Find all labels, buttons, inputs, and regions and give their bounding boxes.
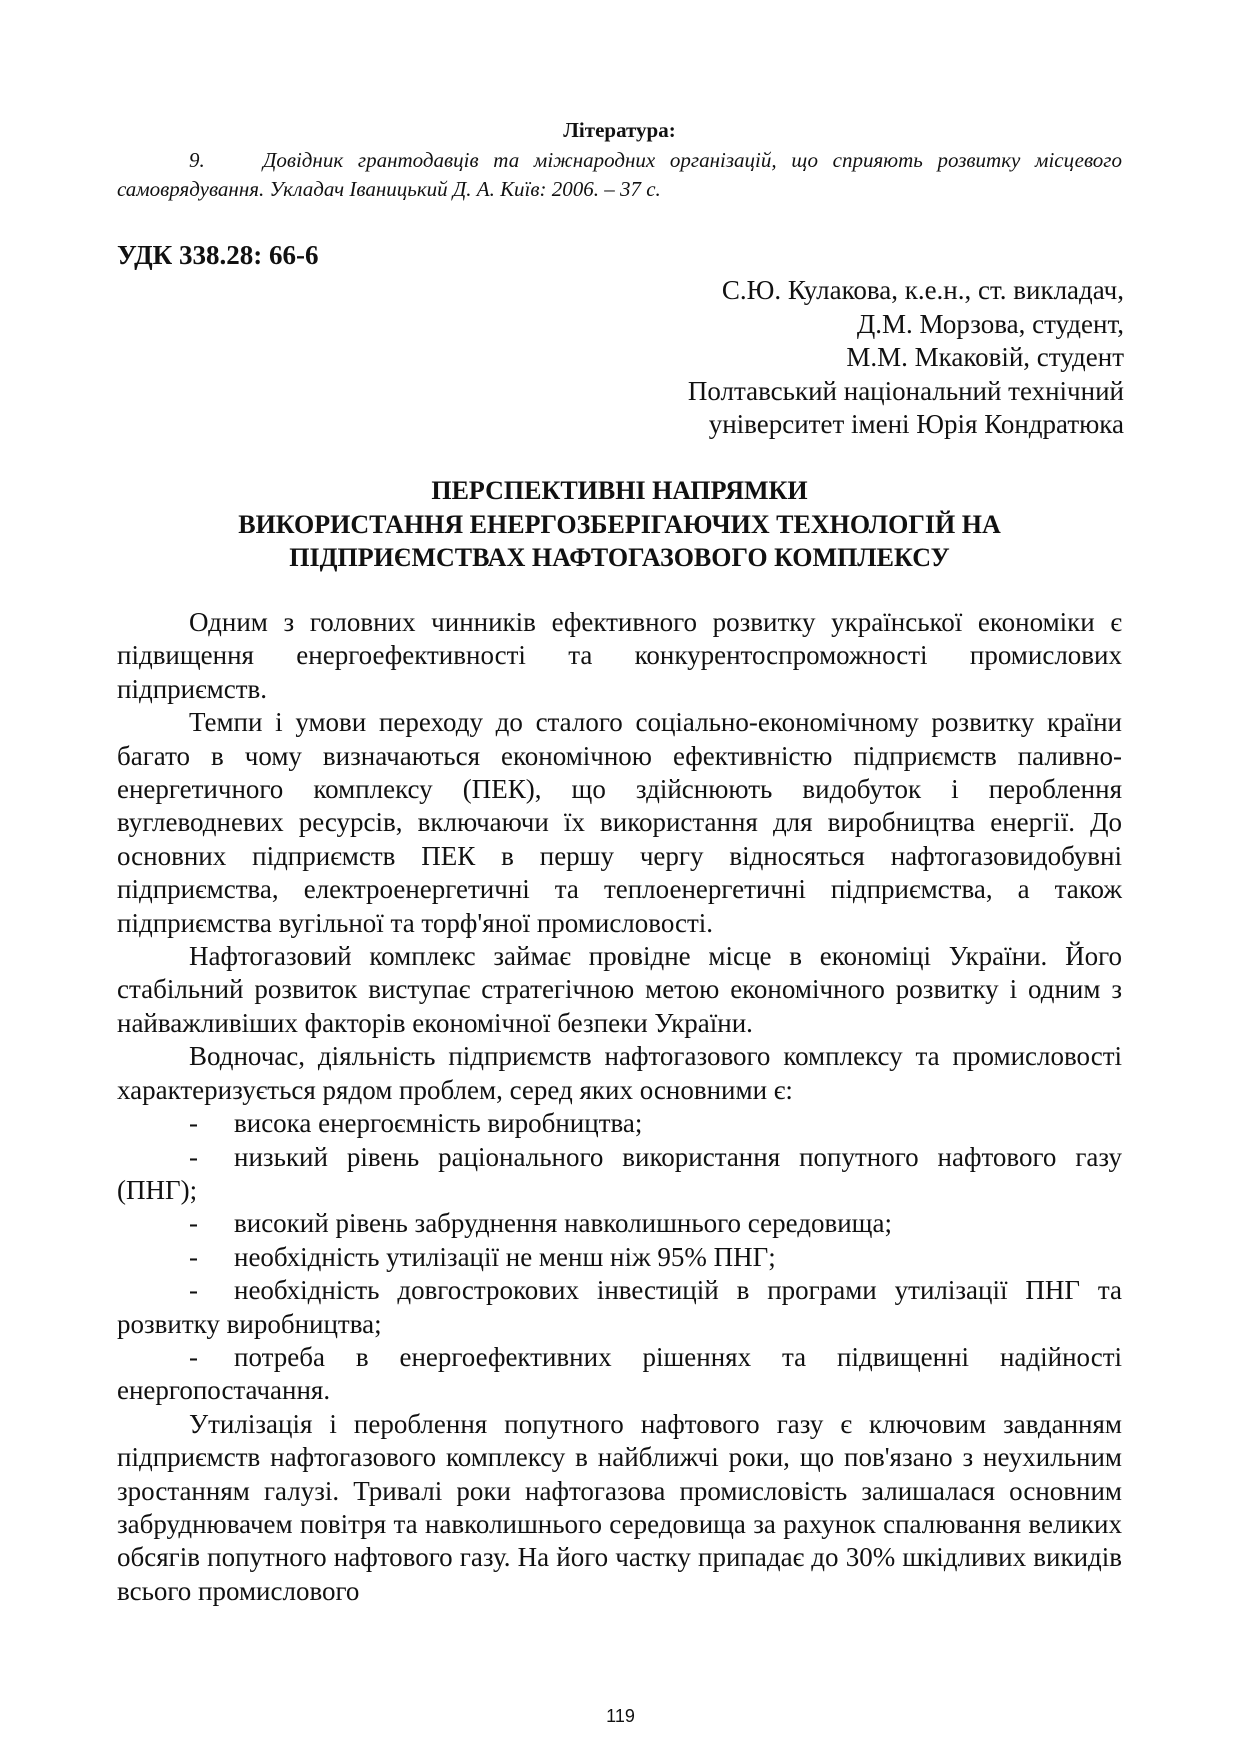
bullet-text: необхідність довгострокових інвестицій в програми утилізації ПНГ та розвитку виробництва; [117,1275,1122,1339]
paragraph: Одним з головних чинників ефективного розвитку української економіки є підвищення енергоефективності та конкурентоспроможності промислових підприємств. [117,607,1122,704]
bullet-item [117,1341,1122,1408]
bullet-marker: - [189,1141,198,1172]
affiliation-line: Полтавський національний технічний [687,375,1124,406]
article-title [117,474,1122,575]
bullet-item [117,1207,1122,1240]
bullet-text: потреба в енергоефективних рішеннях та підвищенні надійності енергопостачання. [117,1341,1122,1406]
bullet-text: висока енергоємність виробництва; [234,1108,643,1139]
bullet-item [117,1274,1122,1341]
bullet-item [117,1241,1122,1274]
paragraph: Нафтогазовий комплекс займає провідне місце в економіці України. Його стабільний розвиток виступає стратегічною метою економічного розвитку і одним з найважливіших факторів економічної безпеки України. [117,941,1122,1038]
bullet-marker: - [189,1241,198,1272]
literature-entry-number: 9. [189,148,205,172]
author-line: М.М. Мкаковій, студент [846,342,1124,372]
author-block [424,274,1124,442]
udk-code: УДК 338.28: 66-6 [117,240,319,270]
article-body [117,606,1122,1608]
literature-entry-text: Довідник грантодавців та міжнародних організацій, що сприяють розвитку місцевого самоврядування. Укладач Іваницький Д. А. Київ: 2006. – 37 с. [117,148,1122,201]
paragraph: Темпи і умови переходу до сталого соціально-економічному розвитку країни багато в чому визначаються економічною ефективністю підприємств паливно-енергетичного комплексу (ПЕК), що здійснюють видобуток і пероблення вуглеводневих ресурсів, включаючи їх використання для виробництва енергії. До основних підприємств ПЕК в першу чергу відносяться нафтогазовидобувні підприємства, електроенергетичні та теплоенергетичні підприємства, а також підприємства вугільної та торф'яної промисловості. [117,707,1122,938]
bullet-marker: - [189,1275,198,1306]
title-line: ВИКОРИСТАННЯ ЕНЕРГОЗБЕРІГАЮЧИХ ТЕХНОЛОГІЙ НА [238,509,1001,539]
bullet-marker: - [189,1208,198,1239]
title-line: ПЕРСПЕКТИВНІ НАПРЯМКИ [431,476,808,505]
paragraph: Утилізація і пероблення попутного нафтового газу є ключовим завданням підприємств нафтогазового комплексу в найближчі роки, що пов'язано з неухильним зростанням галузі. Тривалі роки нафтогазова промисловість залишалася основним забруднювачем повітря та навколишнього середовища за рахунок спалювання великих обсягів попутного нафтового газу. На його частку припадає до 30% шкідливих викидів всього промислового [117,1408,1122,1606]
paragraph: Водночас, діяльність підприємств нафтогазового комплексу та промисловості характеризується рядом проблем, серед яких основними є: [117,1041,1122,1105]
bullet-item [117,1107,1122,1140]
author-line: С.Ю. Кулакова, к.е.н., ст. викладач, [721,275,1124,305]
literature-entry [117,146,1122,204]
title-line: ПІДПРИЄМСТВАХ НАФТОГАЗОВОГО КОМПЛЕКСУ [289,543,950,572]
bullet-text: високий рівень забруднення навколишнього середовища; [234,1208,892,1239]
bullet-marker: - [189,1108,198,1139]
bullet-text: необхідність утилізації не менш ніж 95% ПНГ; [234,1241,776,1272]
affiliation-line: університет імені Юрія Кондратюка [708,409,1124,439]
author-line: Д.М. Морзова, студент, [856,308,1124,339]
bullet-text: низький рівень раціонального використання попутного нафтового газу (ПНГ); [117,1141,1122,1205]
page-number: 119 [606,1706,635,1726]
bullet-item [117,1141,1122,1208]
literature-heading: Література: [563,118,676,142]
bullet-marker: - [189,1341,198,1372]
